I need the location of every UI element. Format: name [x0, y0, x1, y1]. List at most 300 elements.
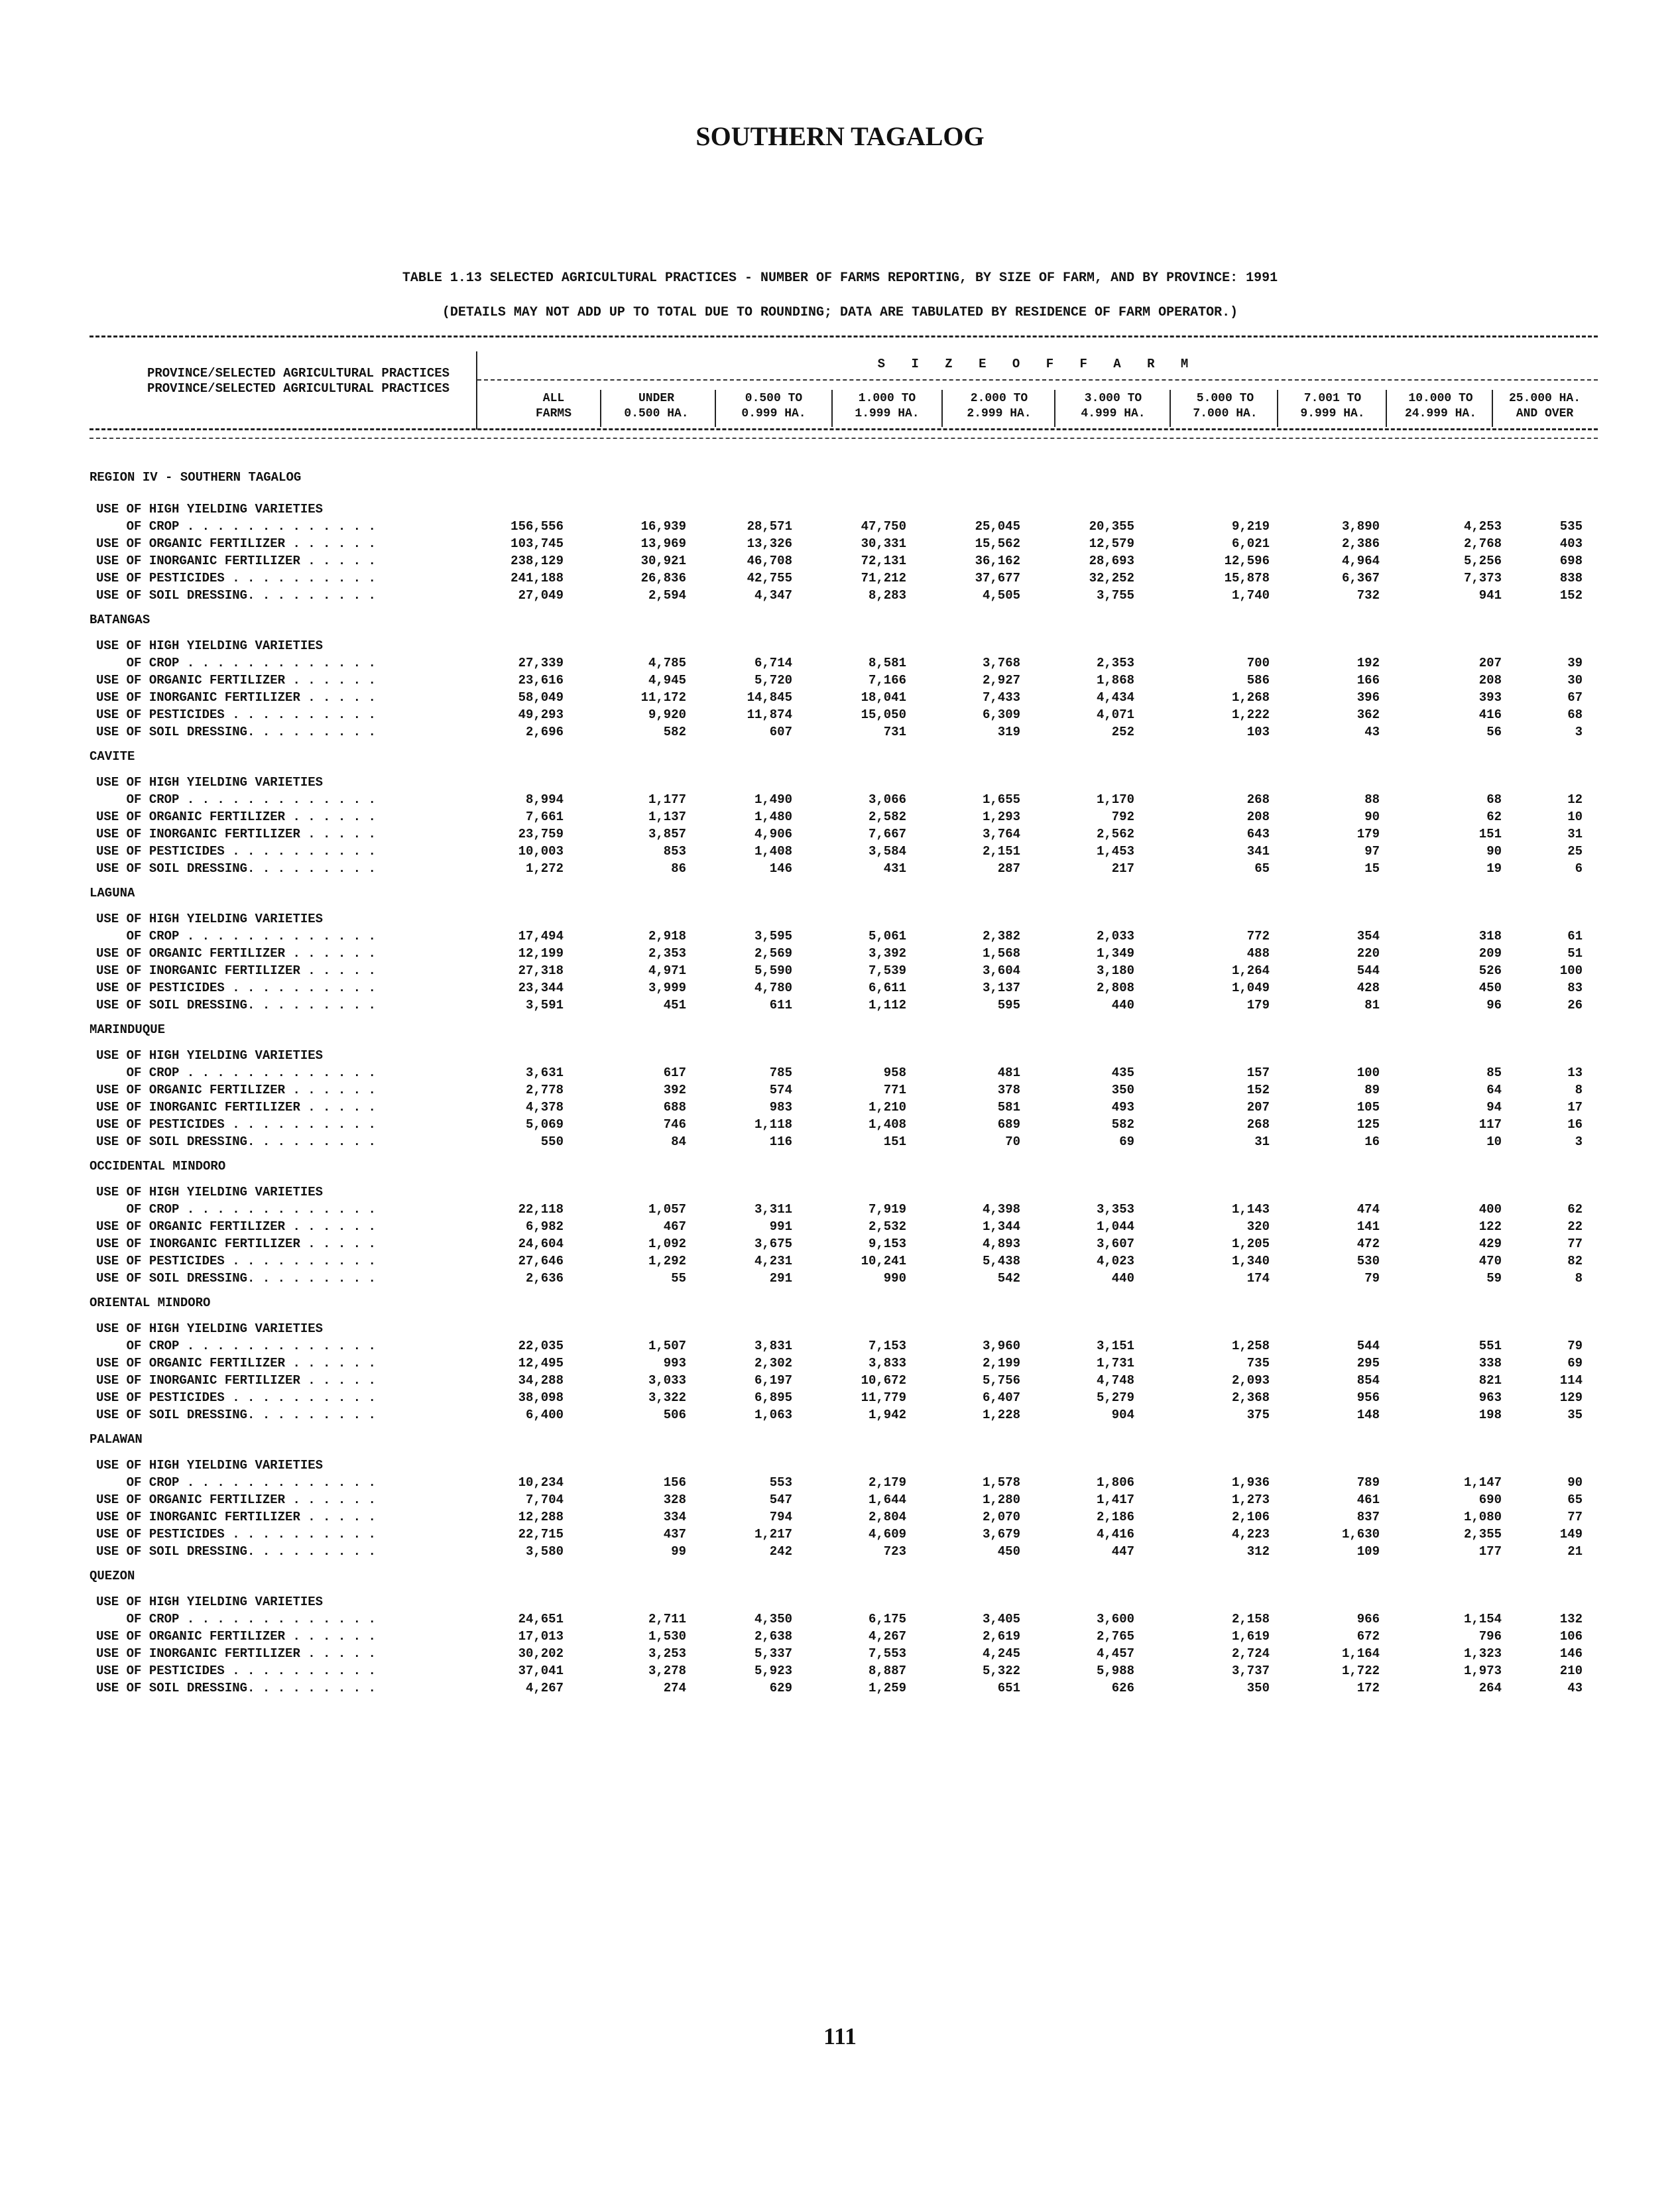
table-cell: 6,400 — [525, 1408, 564, 1422]
table-cell: 1,210 — [868, 1100, 906, 1115]
table-cell: 2,106 — [1231, 1510, 1270, 1524]
table-cell: 77 — [1567, 1237, 1583, 1251]
table-cell: 114 — [1559, 1373, 1583, 1388]
table-cell: 3,631 — [525, 1065, 564, 1080]
table-cell: 268 — [1246, 1117, 1270, 1132]
table-cell: 274 — [663, 1681, 686, 1695]
table-cell: 746 — [663, 1117, 686, 1132]
practice-label: USE OF PESTICIDES . . . . . . . . . . — [96, 1390, 376, 1405]
column-separator — [715, 390, 716, 427]
table-cell: 1,170 — [1096, 792, 1134, 807]
table-cell: 2,636 — [525, 1271, 564, 1286]
table-cell: 88 — [1364, 792, 1380, 807]
table-cell: 3,591 — [525, 998, 564, 1012]
column-header — [1387, 391, 1494, 422]
table-cell: 393 — [1478, 690, 1502, 705]
table-cell: 437 — [663, 1527, 686, 1542]
table-cell: 198 — [1478, 1408, 1502, 1422]
column-header-line: UNDER — [638, 392, 674, 405]
practice-label: OF CROP . . . . . . . . . . . . . — [96, 1065, 376, 1080]
table-row — [90, 1320, 1598, 1337]
table-cell: 474 — [1356, 1202, 1380, 1217]
table-cell: 38,098 — [518, 1390, 564, 1405]
table-row — [90, 1508, 1598, 1526]
table-cell: 472 — [1356, 1237, 1380, 1251]
table-cell: 3,180 — [1096, 963, 1134, 978]
table-cell: 12 — [1567, 792, 1583, 807]
table-cell: 4,780 — [754, 981, 792, 995]
table-cell: 59 — [1486, 1271, 1502, 1286]
table-cell: 4,223 — [1231, 1527, 1270, 1542]
table-cell: 157 — [1246, 1065, 1270, 1080]
table-cell: 582 — [663, 725, 686, 739]
table-cell: 672 — [1356, 1629, 1380, 1644]
table-cell: 431 — [883, 861, 906, 876]
table-cell: 4,893 — [982, 1237, 1020, 1251]
table-cell: 31 — [1567, 827, 1583, 841]
province-name: LAGUNA — [90, 886, 135, 900]
province-name: QUEZON — [90, 1569, 135, 1583]
table-cell: 1,630 — [1341, 1527, 1380, 1542]
practice-label: USE OF HIGH YIELDING VARIETIES — [96, 1458, 324, 1473]
table-cell: 1,057 — [648, 1202, 686, 1217]
table-row — [90, 1457, 1598, 1474]
table-cell: 3,768 — [982, 656, 1020, 670]
table-cell: 27,318 — [518, 963, 564, 978]
table-cell: 461 — [1356, 1492, 1380, 1507]
practice-label: USE OF INORGANIC FERTILIZER . . . . . — [96, 963, 376, 978]
table-cell: 3,960 — [982, 1339, 1020, 1353]
table-cell: 574 — [769, 1083, 792, 1097]
table-cell: 99 — [671, 1544, 686, 1559]
practice-label: USE OF PESTICIDES . . . . . . . . . . — [96, 981, 376, 995]
table-cell: 22,035 — [518, 1339, 564, 1353]
table-row — [90, 1679, 1598, 1697]
table-cell: 36,162 — [975, 554, 1020, 568]
table-cell: 12,579 — [1089, 536, 1134, 551]
table-cell: 94 — [1486, 1100, 1502, 1115]
table-cell: 319 — [997, 725, 1020, 739]
province-name: BATANGAS — [90, 613, 150, 627]
table-cell: 3,278 — [648, 1664, 686, 1678]
column-header — [600, 391, 713, 422]
table-cell: 84 — [671, 1134, 686, 1149]
table-cell: 1,480 — [754, 810, 792, 824]
table-cell: 3,999 — [648, 981, 686, 995]
table-cell: 375 — [1246, 1408, 1270, 1422]
practice-label: USE OF SOIL DRESSING. . . . . . . . . — [96, 1408, 376, 1422]
table-cell: 39 — [1567, 656, 1583, 670]
table-cell: 7,166 — [868, 673, 906, 688]
table-cell: 242 — [769, 1544, 792, 1559]
table-cell: 2,808 — [1096, 981, 1134, 995]
table-cell: 611 — [769, 998, 792, 1012]
table-cell: 1,063 — [754, 1408, 792, 1422]
table-cell: 4,071 — [1096, 707, 1134, 722]
stub-divider — [476, 351, 477, 430]
table-cell: 21 — [1567, 1544, 1583, 1559]
table-cell: 11,172 — [640, 690, 686, 705]
table-cell: 3,595 — [754, 929, 792, 943]
table-row — [90, 910, 1598, 928]
table-cell: 493 — [1111, 1100, 1134, 1115]
table-cell: 1,619 — [1231, 1629, 1270, 1644]
table-cell: 208 — [1246, 810, 1270, 824]
table-cell: 12,288 — [518, 1510, 564, 1524]
table-cell: 15,050 — [861, 707, 906, 722]
table-row — [90, 825, 1598, 843]
table-cell: 838 — [1559, 571, 1583, 585]
table-cell: 334 — [663, 1510, 686, 1524]
table-cell: 544 — [1356, 1339, 1380, 1353]
practice-label: OF CROP . . . . . . . . . . . . . — [96, 792, 376, 807]
table-cell: 14,845 — [747, 690, 792, 705]
practice-label: USE OF HIGH YIELDING VARIETIES — [96, 1321, 324, 1336]
practice-label: USE OF INORGANIC FERTILIZER . . . . . — [96, 554, 376, 568]
table-cell: 731 — [883, 725, 906, 739]
table-cell: 5,279 — [1096, 1390, 1134, 1405]
practice-label: USE OF ORGANIC FERTILIZER . . . . . . — [96, 1629, 376, 1644]
table-cell: 31 — [1254, 1134, 1270, 1149]
table-cell: 2,711 — [648, 1612, 686, 1626]
table-cell: 10 — [1486, 1134, 1502, 1149]
table-cell: 90 — [1364, 810, 1380, 824]
table-cell: 4,267 — [868, 1629, 906, 1644]
table-cell: 149 — [1559, 1527, 1583, 1542]
practice-label: USE OF INORGANIC FERTILIZER . . . . . — [96, 690, 376, 705]
stub-header-line: PROVINCE/SELECTED AGRICULTURAL PRACTICES — [147, 366, 450, 381]
table-cell: 789 — [1356, 1475, 1380, 1490]
table-cell: 4,971 — [648, 963, 686, 978]
table-row — [90, 1389, 1598, 1406]
table-cell: 3,151 — [1096, 1339, 1134, 1353]
table-cell: 2,619 — [982, 1629, 1020, 1644]
table-cell: 4,964 — [1341, 554, 1380, 568]
table-cell: 2,927 — [982, 673, 1020, 688]
column-separator — [1170, 390, 1171, 427]
table-cell: 416 — [1478, 707, 1502, 722]
table-cell: 4,748 — [1096, 1373, 1134, 1388]
table-row — [90, 1372, 1598, 1389]
table-cell: 2,151 — [982, 844, 1020, 859]
table-row — [90, 1218, 1598, 1235]
practice-label: USE OF SOIL DRESSING. . . . . . . . . — [96, 861, 376, 876]
table-cell: 428 — [1356, 981, 1380, 995]
table-cell: 1,530 — [648, 1629, 686, 1644]
table-row — [90, 689, 1598, 706]
table-cell: 2,562 — [1096, 827, 1134, 841]
table-cell: 8,994 — [525, 792, 564, 807]
table-cell: 65 — [1567, 1492, 1583, 1507]
table-cell: 179 — [1246, 998, 1270, 1012]
table-cell: 90 — [1567, 1475, 1583, 1490]
table-cell: 1,806 — [1096, 1475, 1134, 1490]
table-cell: 1,049 — [1231, 981, 1270, 995]
table-cell: 7,153 — [868, 1339, 906, 1353]
table-cell: 174 — [1246, 1271, 1270, 1286]
table-cell: 13,326 — [747, 536, 792, 551]
practice-label: USE OF PESTICIDES . . . . . . . . . . — [96, 1664, 376, 1678]
table-cell: 30,202 — [518, 1646, 564, 1661]
table-cell: 42,755 — [747, 571, 792, 585]
table-cell: 96 — [1486, 998, 1502, 1012]
practice-label: USE OF HIGH YIELDING VARIETIES — [96, 638, 324, 653]
table-cell: 396 — [1356, 690, 1380, 705]
table-cell: 700 — [1246, 656, 1270, 670]
table-cell: 4,350 — [754, 1612, 792, 1626]
table-row — [90, 1099, 1598, 1116]
table-cell: 853 — [663, 844, 686, 859]
table-cell: 958 — [883, 1065, 906, 1080]
table-cell: 447 — [1111, 1544, 1134, 1559]
practice-label: USE OF SOIL DRESSING. . . . . . . . . — [96, 1681, 376, 1695]
practice-label: USE OF INORGANIC FERTILIZER . . . . . — [96, 1100, 376, 1115]
table-cell: 10 — [1567, 810, 1583, 824]
table-cell: 1,258 — [1231, 1339, 1270, 1353]
table-row — [90, 1628, 1598, 1645]
table-cell: 10,003 — [518, 844, 564, 859]
table-cell: 4,785 — [648, 656, 686, 670]
table-cell: 1,731 — [1096, 1356, 1134, 1370]
table-cell: 16,939 — [640, 519, 686, 534]
table-cell: 435 — [1111, 1065, 1134, 1080]
table-cell: 542 — [997, 1271, 1020, 1286]
table-cell: 207 — [1246, 1100, 1270, 1115]
table-cell: 3,833 — [868, 1356, 906, 1370]
table-cell: 2,594 — [648, 588, 686, 603]
table-cell: 991 — [769, 1219, 792, 1234]
header-top-rule — [90, 335, 1598, 337]
region-title: REGION IV - SOUTHERN TAGALOG — [90, 470, 302, 485]
table-cell: 172 — [1356, 1681, 1380, 1695]
table-cell: 58,049 — [518, 690, 564, 705]
table-cell: 12,199 — [518, 946, 564, 961]
table-cell: 9,219 — [1231, 519, 1270, 534]
table-cell: 86 — [671, 861, 686, 876]
table-cell: 4,505 — [982, 588, 1020, 603]
table-cell: 28,571 — [747, 519, 792, 534]
table-cell: 651 — [997, 1681, 1020, 1695]
practice-label: USE OF PESTICIDES . . . . . . . . . . — [96, 1117, 376, 1132]
table-cell: 5,988 — [1096, 1664, 1134, 1678]
table-cell: 1,177 — [648, 792, 686, 807]
table-cell: 5,337 — [754, 1646, 792, 1661]
table-cell: 82 — [1567, 1254, 1583, 1268]
practice-label: OF CROP . . . . . . . . . . . . . — [96, 1339, 376, 1353]
table-cell: 4,378 — [525, 1100, 564, 1115]
table-cell: 89 — [1364, 1083, 1380, 1097]
table-cell: 166 — [1356, 673, 1380, 688]
table-cell: 5,256 — [1463, 554, 1502, 568]
table-cell: 318 — [1478, 929, 1502, 943]
table-cell: 1,942 — [868, 1408, 906, 1422]
table-cell: 403 — [1559, 536, 1583, 551]
table-cell: 6,309 — [982, 707, 1020, 722]
table-row — [90, 1235, 1598, 1252]
table-cell: 629 — [769, 1681, 792, 1695]
table-row — [90, 706, 1598, 723]
practice-label: USE OF HIGH YIELDING VARIETIES — [96, 502, 324, 517]
table-cell: 287 — [997, 861, 1020, 876]
province-section — [90, 1567, 1598, 1697]
practice-label: USE OF ORGANIC FERTILIZER . . . . . . — [96, 1492, 376, 1507]
table-cell: 90 — [1486, 844, 1502, 859]
table-cell: 30,921 — [640, 554, 686, 568]
table-cell: 1,272 — [525, 861, 564, 876]
table-cell: 3,392 — [868, 946, 906, 961]
table-row — [90, 654, 1598, 672]
table-cell: 723 — [883, 1544, 906, 1559]
table-cell: 6,197 — [754, 1373, 792, 1388]
practice-label: USE OF ORGANIC FERTILIZER . . . . . . — [96, 946, 376, 961]
table-body — [90, 464, 1598, 1703]
table-row — [90, 587, 1598, 604]
table-cell: 22,118 — [518, 1202, 564, 1217]
column-header-line: 10.000 TO — [1408, 392, 1473, 405]
practice-label: USE OF INORGANIC FERTILIZER . . . . . — [96, 1646, 376, 1661]
table-cell: 3,679 — [982, 1527, 1020, 1542]
table-cell: 15,878 — [1224, 571, 1270, 585]
table-cell: 1,164 — [1341, 1646, 1380, 1661]
table-cell: 22 — [1567, 1219, 1583, 1234]
table-cell: 2,918 — [648, 929, 686, 943]
table-cell: 2,355 — [1463, 1527, 1502, 1542]
table-cell: 25 — [1567, 844, 1583, 859]
table-cell: 328 — [663, 1492, 686, 1507]
table-cell: 488 — [1246, 946, 1270, 961]
practice-label: USE OF SOIL DRESSING. . . . . . . . . — [96, 1134, 376, 1149]
table-cell: 23,616 — [518, 673, 564, 688]
table-cell: 12,596 — [1224, 554, 1270, 568]
table-row — [90, 774, 1598, 791]
table-cell: 1,408 — [754, 844, 792, 859]
table-row — [90, 979, 1598, 997]
table-cell: 17,494 — [518, 929, 564, 943]
table-cell: 595 — [997, 998, 1020, 1012]
table-cell: 4,023 — [1096, 1254, 1134, 1268]
table-cell: 785 — [769, 1065, 792, 1080]
table-cell: 100 — [1559, 963, 1583, 978]
table-row — [90, 552, 1598, 570]
table-cell: 26,836 — [640, 571, 686, 585]
table-cell: 1,655 — [982, 792, 1020, 807]
table-row — [90, 1355, 1598, 1372]
table-cell: 1,722 — [1341, 1664, 1380, 1678]
table-cell: 451 — [663, 998, 686, 1012]
table-cell: 9,920 — [648, 707, 686, 722]
table-cell: 24,651 — [518, 1612, 564, 1626]
table-row — [90, 570, 1598, 587]
table-cell: 1,080 — [1463, 1510, 1502, 1524]
table-cell: 43 — [1364, 725, 1380, 739]
table-cell: 55 — [671, 1271, 686, 1286]
table-row — [90, 1406, 1598, 1424]
table-cell: 192 — [1356, 656, 1380, 670]
table-row — [90, 723, 1598, 741]
column-header-line: 7.000 HA. — [1193, 407, 1258, 420]
table-cell: 28,693 — [1089, 554, 1134, 568]
table-cell: 470 — [1478, 1254, 1502, 1268]
column-header-line: 0.500 TO — [745, 392, 803, 405]
table-row — [90, 1116, 1598, 1133]
practice-label: USE OF ORGANIC FERTILIZER . . . . . . — [96, 673, 376, 688]
table-cell: 5,590 — [754, 963, 792, 978]
table-cell: 69 — [1119, 1134, 1134, 1149]
column-header — [1493, 391, 1596, 422]
table-cell: 122 — [1478, 1219, 1502, 1234]
table-cell: 689 — [997, 1117, 1020, 1132]
table-row — [90, 791, 1598, 808]
table-row — [90, 1184, 1598, 1201]
table-cell: 550 — [540, 1134, 564, 1149]
table-cell: 481 — [997, 1065, 1020, 1080]
column-header-line: FARMS — [535, 407, 571, 420]
table-cell: 2,765 — [1096, 1629, 1134, 1644]
table-cell: 450 — [1478, 981, 1502, 995]
table-cell: 6,367 — [1341, 571, 1380, 585]
province-section — [90, 1294, 1598, 1424]
practice-label: USE OF ORGANIC FERTILIZER . . . . . . — [96, 536, 376, 551]
table-cell: 535 — [1559, 519, 1583, 534]
table-cell: 3 — [1575, 725, 1583, 739]
table-cell: 117 — [1478, 1117, 1502, 1132]
table-cell: 2,532 — [868, 1219, 906, 1234]
table-cell: 217 — [1111, 861, 1134, 876]
table-cell: 2,033 — [1096, 929, 1134, 943]
table-cell: 450 — [997, 1544, 1020, 1559]
table-cell: 7,433 — [982, 690, 1020, 705]
table-cell: 2,368 — [1231, 1390, 1270, 1405]
table-cell: 4,245 — [982, 1646, 1020, 1661]
table-cell: 2,302 — [754, 1356, 792, 1370]
table-cell: 8,887 — [868, 1664, 906, 1678]
table-cell: 8,581 — [868, 656, 906, 670]
practice-label: USE OF HIGH YIELDING VARIETIES — [96, 1185, 324, 1199]
table-row — [90, 962, 1598, 979]
table-cell: 983 — [769, 1100, 792, 1115]
table-cell: 1,292 — [648, 1254, 686, 1268]
table-cell: 85 — [1486, 1065, 1502, 1080]
practice-label: USE OF SOIL DRESSING. . . . . . . . . — [96, 1544, 376, 1559]
table-cell: 2,199 — [982, 1356, 1020, 1370]
table-cell: 4,434 — [1096, 690, 1134, 705]
table-cell: 5,756 — [982, 1373, 1020, 1388]
table-cell: 544 — [1356, 963, 1380, 978]
table-cell: 49,293 — [518, 707, 564, 722]
table-cell: 2,353 — [1096, 656, 1134, 670]
table-cell: 15,562 — [975, 536, 1020, 551]
table-cell: 1,137 — [648, 810, 686, 824]
column-header — [834, 391, 940, 422]
table-cell: 378 — [997, 1083, 1020, 1097]
table-cell: 1,228 — [982, 1408, 1020, 1422]
table-cell: 37,041 — [518, 1664, 564, 1678]
table-cell: 12,495 — [518, 1356, 564, 1370]
table-cell: 17 — [1567, 1100, 1583, 1115]
table-cell: 3,604 — [982, 963, 1020, 978]
table-row — [90, 945, 1598, 962]
table-cell: 794 — [769, 1510, 792, 1524]
table-cell: 1,280 — [982, 1492, 1020, 1507]
practice-label: USE OF ORGANIC FERTILIZER . . . . . . — [96, 1356, 376, 1370]
column-header-line: 2.999 HA. — [967, 407, 1032, 420]
table-row — [90, 1064, 1598, 1081]
table-cell: 821 — [1478, 1373, 1502, 1388]
table-cell: 440 — [1111, 1271, 1134, 1286]
table-cell: 582 — [1111, 1117, 1134, 1132]
table-cell: 732 — [1356, 588, 1380, 603]
size-of-farm-header: S I Z E O F F A R M — [877, 357, 1198, 371]
